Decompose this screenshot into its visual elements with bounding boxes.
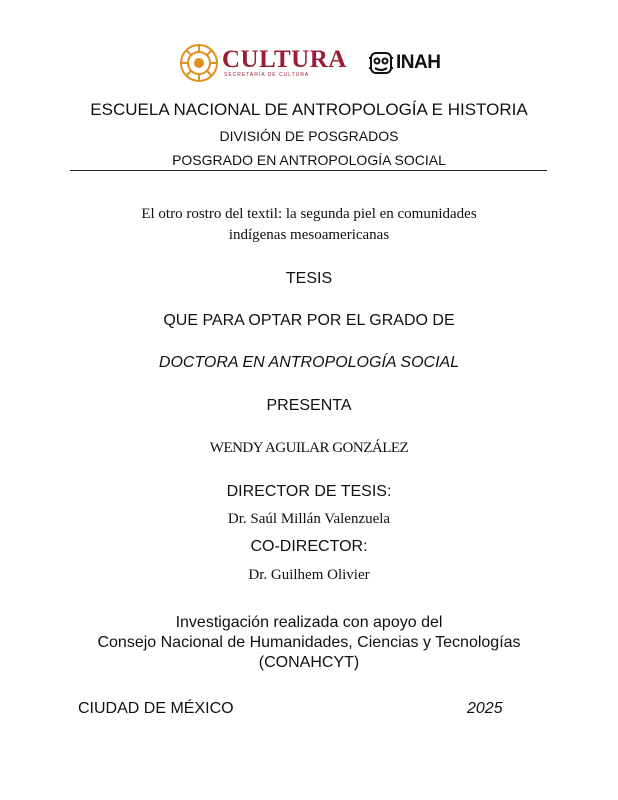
division-name: DIVISIÓN DE POSGRADOS	[219, 128, 399, 144]
funding-line1: Investigación realizada con apoyo del	[175, 614, 443, 631]
funding-line2: Consejo Nacional de Humanidades, Ciencias y Tecnologías	[97, 634, 521, 651]
thesis-type: TESIS	[285, 270, 333, 287]
cultura-emblem-icon	[178, 42, 220, 84]
cultura-wordmark: CULTURA	[222, 46, 347, 73]
inah-emblem-icon	[368, 50, 394, 78]
thesis-title-line1: El otro rostro del textil: la segunda piel en comunidades	[141, 206, 477, 222]
cultura-logo	[178, 42, 347, 86]
director-label: DIRECTOR DE TESIS:	[226, 483, 392, 500]
header-divider	[70, 170, 547, 171]
thesis-title-line2: indígenas mesoamericanas	[228, 227, 390, 243]
inah-logo	[368, 48, 458, 82]
city: CIUDAD DE MÉXICO	[78, 700, 234, 717]
author-name: WENDY AGUILAR GONZÁLEZ	[209, 440, 409, 456]
degree-name: DOCTORA EN ANTROPOLOGÍA SOCIAL	[158, 354, 460, 371]
inah-wordmark: INAH	[396, 52, 441, 73]
degree-purpose: QUE PARA OPTAR POR EL GRADO DE	[163, 312, 455, 329]
codirector-name: Dr. Guilhem Olivier	[248, 567, 370, 583]
program-name: POSGRADO EN ANTROPOLOGÍA SOCIAL	[172, 152, 446, 168]
cultura-subtitle: SECRETARÍA DE CULTURA	[224, 72, 310, 78]
school-name: ESCUELA NACIONAL DE ANTROPOLOGÍA E HISTORIA	[90, 100, 528, 119]
director-name: Dr. Saúl Millán Valenzuela	[227, 511, 391, 527]
codirector-label: CO-DIRECTOR:	[250, 538, 368, 555]
logo-bar	[0, 42, 618, 88]
presents-label: PRESENTA	[266, 397, 352, 414]
funding-line3: (CONAHCYT)	[258, 654, 360, 671]
year: 2025	[467, 700, 503, 717]
